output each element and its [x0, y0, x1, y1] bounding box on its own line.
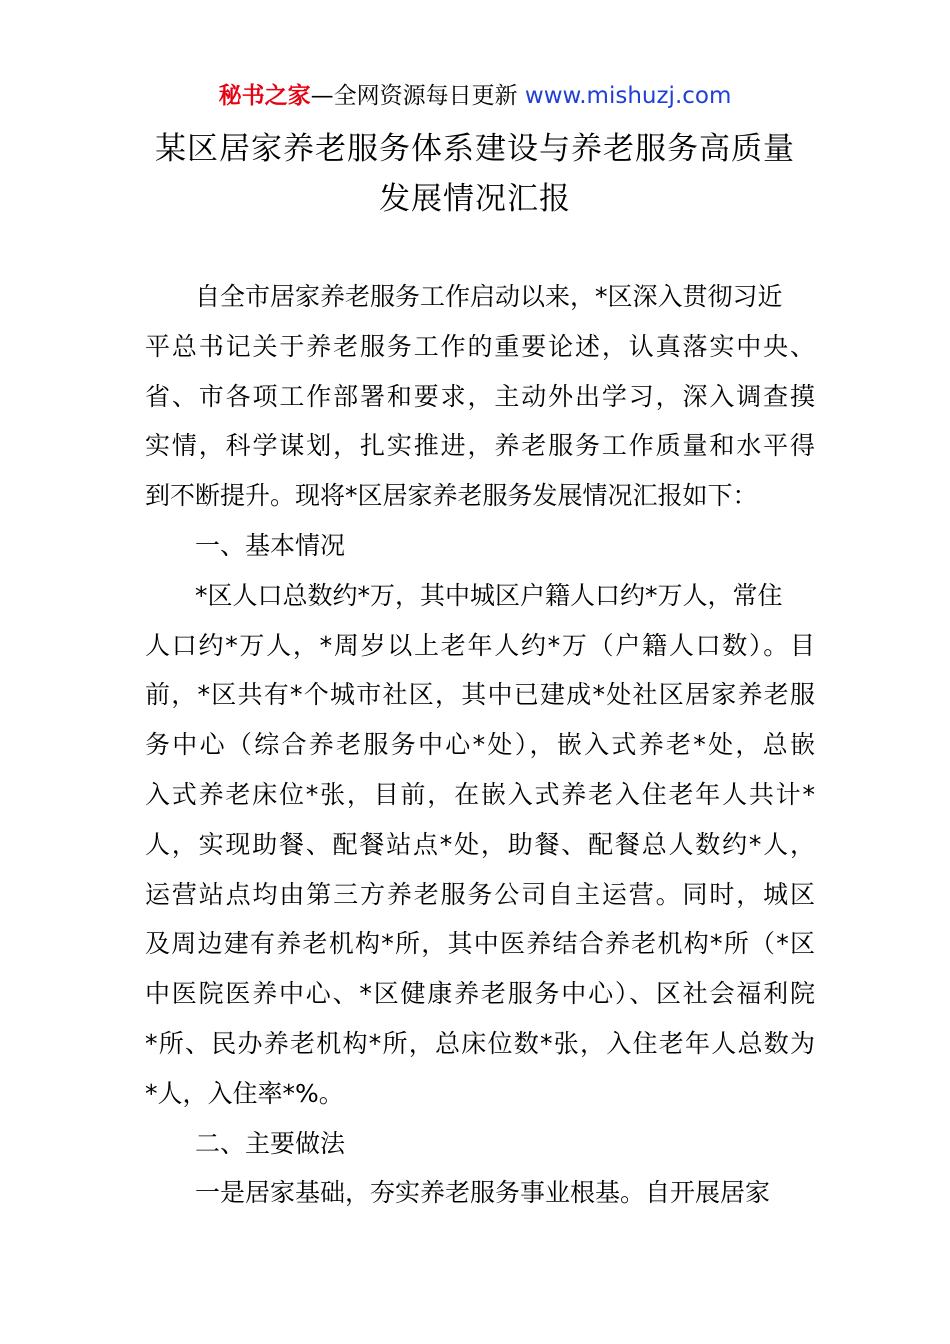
body-line: 实情，科学谋划，扎实推进，养老服务工作质量和水平得 [145, 431, 815, 461]
body-line: 人口约*万人，*周岁以上老年人约*万（户籍人口数）。目 [145, 630, 815, 660]
body-line: 平总书记关于养老服务工作的重要论述，认真落实中央、 [145, 331, 815, 361]
body-line: *人，入住率*%。 [145, 1078, 344, 1108]
body-line: *区人口总数约*万，其中城区户籍人口约*万人，常住 [195, 580, 783, 610]
body-line: 及周边建有养老机构*所，其中医养结合养老机构*所（*区 [145, 929, 815, 959]
title-line-1: 某区居家养老服务体系建设与养老服务高质量 [155, 131, 795, 167]
body-line: 中医院医养中心、*区健康养老服务中心）、区社会福利院 [145, 979, 815, 1009]
body-line: 人，实现助餐、配餐站点*处，助餐、配餐总人数约*人， [145, 829, 815, 859]
site-banner [0, 80, 950, 112]
body-line: 自全市居家养老服务工作启动以来，*区深入贯彻习近 [195, 282, 783, 311]
section-heading: 二、主要做法 [195, 1128, 346, 1158]
section-heading: 一、基本情况 [195, 530, 346, 560]
document-title [100, 124, 850, 224]
body-line: 一是居家基础，夯实养老服务事业根基。自开展居家 [195, 1178, 771, 1208]
document-body [145, 272, 815, 1218]
site-url-link[interactable]: www.mishuzj.com [524, 83, 732, 109]
body-line: 到不断提升。现将*区居家养老服务发展情况汇报如下： [145, 481, 758, 511]
body-line: *所、民办养老机构*所，总床位数*张，入住老年人总数为 [145, 1028, 815, 1058]
body-line: 入式养老床位*张，目前，在嵌入式养老入住老年人共计* [145, 779, 815, 809]
body-line: 前，*区共有*个城市社区，其中已建成*处社区居家养老服 [145, 680, 815, 710]
body-line: 省、市各项工作部署和要求，主动外出学习，深入调查摸 [145, 381, 815, 411]
banner-tagline: —全网资源每日更新 [310, 83, 518, 109]
body-line: 运营站点均由第三方养老服务公司自主运营。同时，城区 [145, 879, 815, 909]
brand-name: 秘书之家 [218, 83, 311, 109]
title-line-2: 发展情况汇报 [379, 181, 571, 217]
body-line: 务中心（综合养老服务中心*处），嵌入式养老*处，总嵌 [145, 730, 815, 760]
